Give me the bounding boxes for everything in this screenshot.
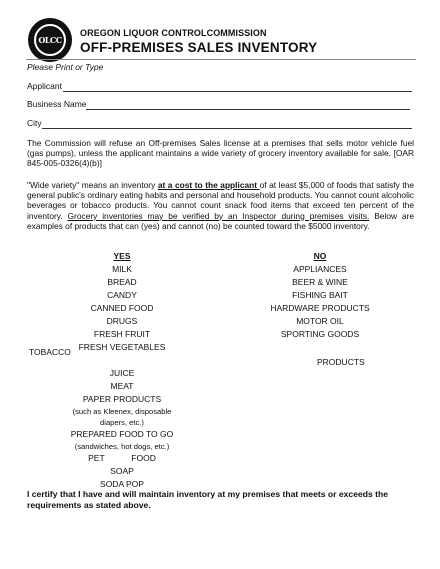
list-item: FRESH VEGETABLES — [78, 342, 166, 352]
list-item: BREAD — [107, 277, 137, 287]
olcc-seal-text: OLCC — [34, 24, 66, 56]
city-label: City — [27, 118, 42, 128]
list-item: SPORTING GOODS — [280, 329, 360, 339]
form-title: OFF-PREMISES SALES INVENTORY — [80, 40, 318, 55]
wide-variety-text-3: Below are examples of products that can (yes) and cannot (no) be counted toward the $5000 inventory. — [27, 210, 414, 231]
olcc-seal-logo — [28, 18, 72, 62]
applicant-field[interactable] — [63, 91, 412, 92]
paper-products-note: (such as Kleenex, disposable diapers, etc.) — [72, 407, 172, 427]
list-item: SOAP — [110, 466, 134, 476]
list-item: PAPER PRODUCTS — [82, 394, 162, 404]
list-item: CANNED FOOD — [90, 303, 154, 313]
food-label: FOOD — [131, 453, 156, 463]
list-item: CANDY — [107, 290, 137, 300]
list-item: SODA POP — [100, 479, 144, 489]
no-header: NO — [313, 251, 327, 261]
list-item: DRUGS — [106, 316, 138, 326]
yes-header: YES — [113, 251, 131, 261]
list-item: PREPARED FOOD TO GO — [70, 429, 174, 439]
products-label: PRODUCTS — [317, 357, 365, 367]
list-item: HARDWARE PRODUCTS — [270, 303, 370, 313]
list-item: APPLIANCES — [293, 264, 347, 274]
list-item: BEER & WINE — [292, 277, 348, 287]
license-refusal-paragraph: The Commission will refuse an Off-premises Sales license at a premises that sells motor vehicle fuel (gas pumps), unless the applicant maintains a wide variety of grocery inventory available for sale. [OAR 845-005-0326(4)(b)] — [27, 138, 414, 169]
list-item: MOTOR OIL — [296, 316, 344, 326]
tobacco-label: TOBACCO — [29, 347, 71, 357]
inspector-verification-note: Grocery inventories may be verified by an Inspector during premises visits. — [67, 210, 370, 221]
pet-label: PET — [88, 453, 105, 463]
list-item: MEAT — [110, 381, 134, 391]
list-item: FISHING BAIT — [292, 290, 348, 300]
cost-emphasis: at a cost to the applicant — [157, 180, 260, 190]
city-field[interactable] — [42, 128, 412, 129]
list-item: MILK — [112, 264, 132, 274]
list-spacer — [60, 354, 184, 367]
wide-variety-paragraph — [27, 180, 414, 231]
no-column — [258, 250, 382, 341]
applicant-label: Applicant — [27, 81, 62, 91]
wide-variety-text-2: of at least $5,000 of foods that satisfy the general public's ordinary eating habits and personal and household products. You cannot count alcoholic beverages or tobacco products. You cannot count snack food items that exceed ten percent of the inventory. — [27, 180, 414, 221]
wide-variety-text-1: "Wide variety" means an inventory — [27, 180, 158, 190]
header-divider — [26, 59, 416, 60]
pet-food-row — [60, 452, 184, 465]
prepared-food-note: (sandwiches, hot dogs, etc.) — [74, 442, 170, 451]
organization-name: OREGON LIQUOR CONTROLCOMMISSION — [80, 28, 267, 38]
business-name-field[interactable] — [86, 109, 410, 110]
list-item: JUICE — [109, 368, 135, 378]
yes-column — [60, 250, 184, 491]
certification-statement: I certify that I have and will maintain inventory at my premises that meets or exceeds the requirements as stated above. — [27, 489, 389, 510]
list-item: FRESH FRUIT — [93, 329, 151, 339]
print-instructions: Please Print or Type — [27, 62, 104, 72]
business-name-label: Business Name — [27, 99, 87, 109]
